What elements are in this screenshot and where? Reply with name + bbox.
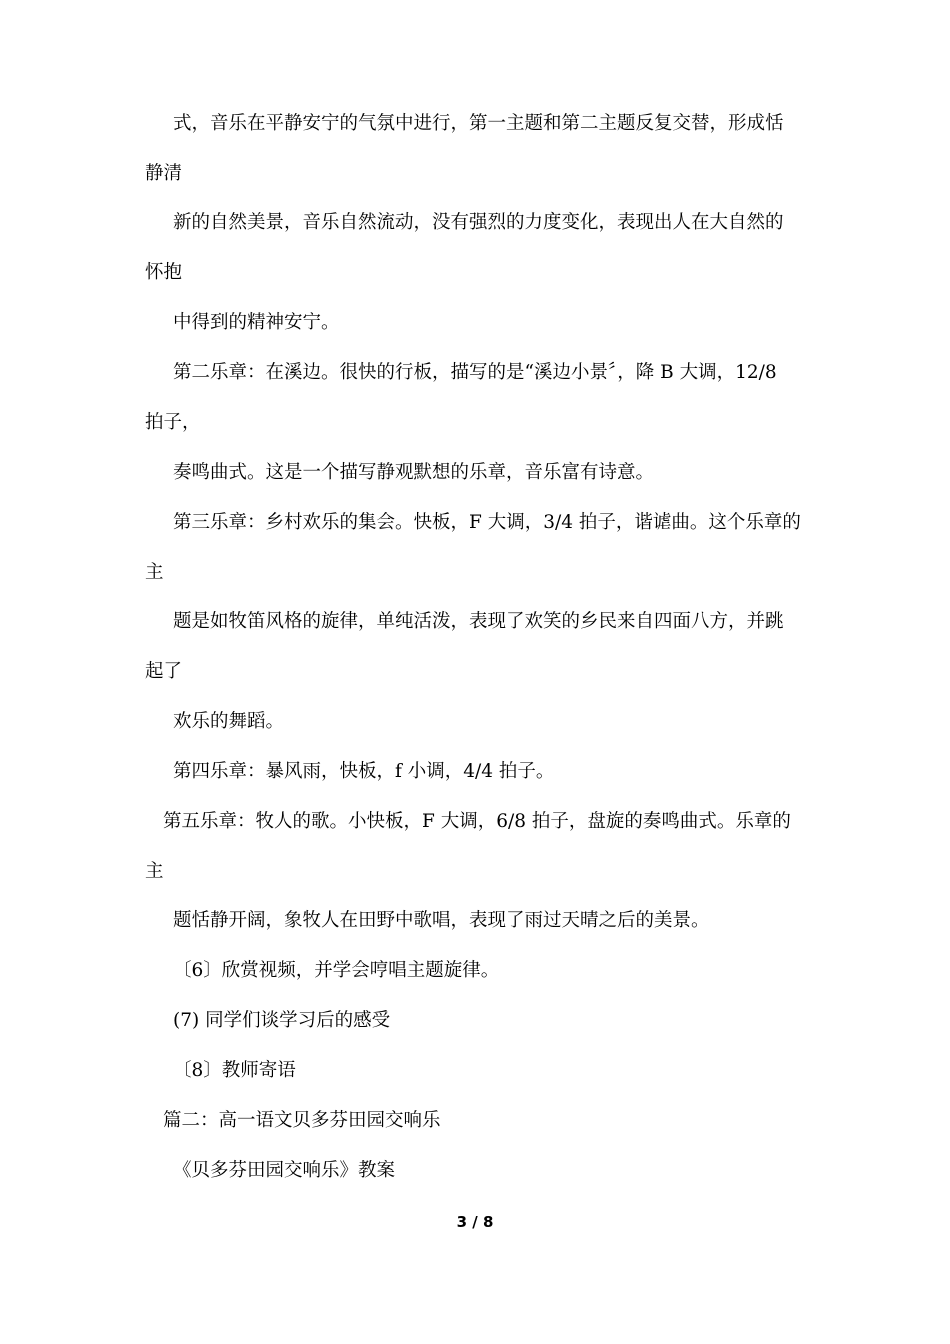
text-line: 新的自然美景，音乐自然流动，没有强烈的力度变化，表现出人在大自然的 — [173, 212, 784, 233]
section-heading: 篇二：高一语文贝多芬田园交响乐 — [163, 1110, 441, 1131]
text-line: 第四乐章：暴风雨，快板，f 小调，4/4 拍子。 — [173, 761, 555, 782]
text-line: 奏鸣曲式。这是一个描写静观默想的乐章，音乐富有诗意。 — [173, 462, 655, 483]
text-line: 式，音乐在平静安宁的气氛中进行，第一主题和第二主题反复交替，形成恬 — [173, 113, 784, 134]
text-line: 第三乐章：乡村欢乐的集会。快板，F 大调，3/4 拍子，谐谑曲。这个乐章的 — [173, 512, 801, 533]
text-line: 第二乐章：在溪边。很快的行板，描写的是“溪边小景〞，降 B 大调，12/8 — [173, 362, 777, 383]
list-item: 〔6〕欣赏视频，并学会哼唱主题旋律。 — [173, 960, 500, 981]
text-line: 拍子， — [145, 412, 201, 433]
list-item: (7) 同学们谈学习后的感受 — [173, 1010, 391, 1031]
text-line: 题是如牧笛风格的旋律，单纯活泼，表现了欢笑的乡民来自四面八方，并跳 — [173, 611, 784, 632]
text-line: 起了 — [145, 661, 183, 682]
text-line: 第五乐章：牧人的歌。小快板，F 大调，6/8 拍子，盘旋的奏鸣曲式。乐章的 — [163, 811, 791, 832]
text-line: 静清 — [145, 163, 183, 184]
text-line: 欢乐的舞蹈。 — [173, 711, 285, 732]
list-item: 〔8〕教师寄语 — [173, 1060, 296, 1081]
text-line: 中得到的精神安宁。 — [173, 312, 340, 333]
page-number: 3 / 8 — [456, 1213, 494, 1231]
text-line: 主 — [145, 861, 164, 882]
text-line: 题恬静开阔，象牧人在田野中歌唱，表现了雨过天晴之后的美景。 — [173, 910, 710, 931]
text-line: 主 — [145, 562, 164, 583]
document-title: 《贝多芬田园交响乐》教案 — [173, 1160, 396, 1181]
text-line: 怀抱 — [145, 262, 183, 283]
